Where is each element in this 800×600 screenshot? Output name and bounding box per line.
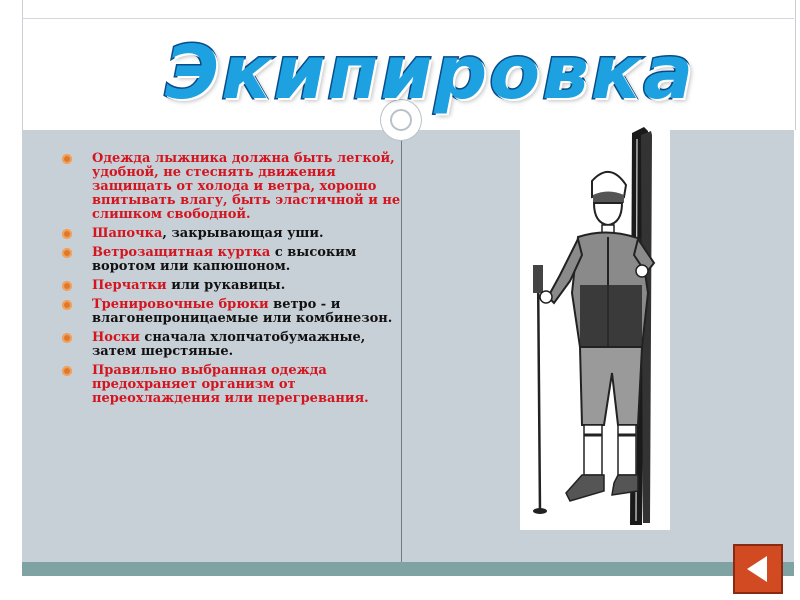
bullet-text: сначала хлопчатобумажные, затем шерстяные.	[92, 330, 366, 359]
bullet-text: ветро - и влагонепроницаемые или комбинезон.	[92, 297, 393, 326]
bullet-highlight: Носки	[92, 330, 140, 345]
left-triangle-icon	[735, 546, 781, 592]
bullet-icon	[62, 300, 72, 310]
list-item	[62, 364, 402, 406]
bullet-list	[62, 152, 402, 411]
bottom-band	[22, 562, 794, 576]
bullet-highlight: Ветрозащитная куртка	[92, 245, 271, 260]
list-item	[62, 152, 402, 222]
list-item	[62, 246, 402, 274]
bullet-text: или рукавицы.	[166, 278, 286, 293]
bullet-icon	[62, 366, 72, 376]
bullet-highlight: Перчатки	[92, 278, 167, 293]
bullet-icon	[62, 229, 72, 239]
bullet-highlight: Тренировочные брюки	[92, 297, 269, 312]
bullet-highlight: Правильно выбранная одежда предохраняет организм от переохлаждения или перегревания.	[92, 363, 369, 406]
list-item	[62, 331, 402, 359]
bullet-text: с высоким воротом или капюшоном.	[92, 245, 357, 274]
bullet-text: , закрывающая уши.	[162, 226, 324, 241]
bullet-highlight: Шапочка	[92, 226, 163, 241]
skier-illustration	[520, 125, 670, 530]
bullet-icon	[62, 154, 72, 164]
back-button[interactable]	[733, 544, 783, 594]
list-item	[62, 279, 402, 293]
bullet-highlight: Одежда лыжника должна быть легкой, удобной, не стеснять движения защищать от холода и ветра, хорошо впитывать влагу, быть эластичной и не слишком свободной.	[92, 151, 401, 222]
bullet-icon	[62, 333, 72, 343]
list-item	[62, 227, 402, 241]
list-item	[62, 298, 402, 326]
bullet-icon	[62, 248, 72, 258]
bullet-icon	[62, 281, 72, 291]
bottom-margin	[0, 576, 800, 600]
slide-title: Экипировка	[164, 30, 696, 116]
